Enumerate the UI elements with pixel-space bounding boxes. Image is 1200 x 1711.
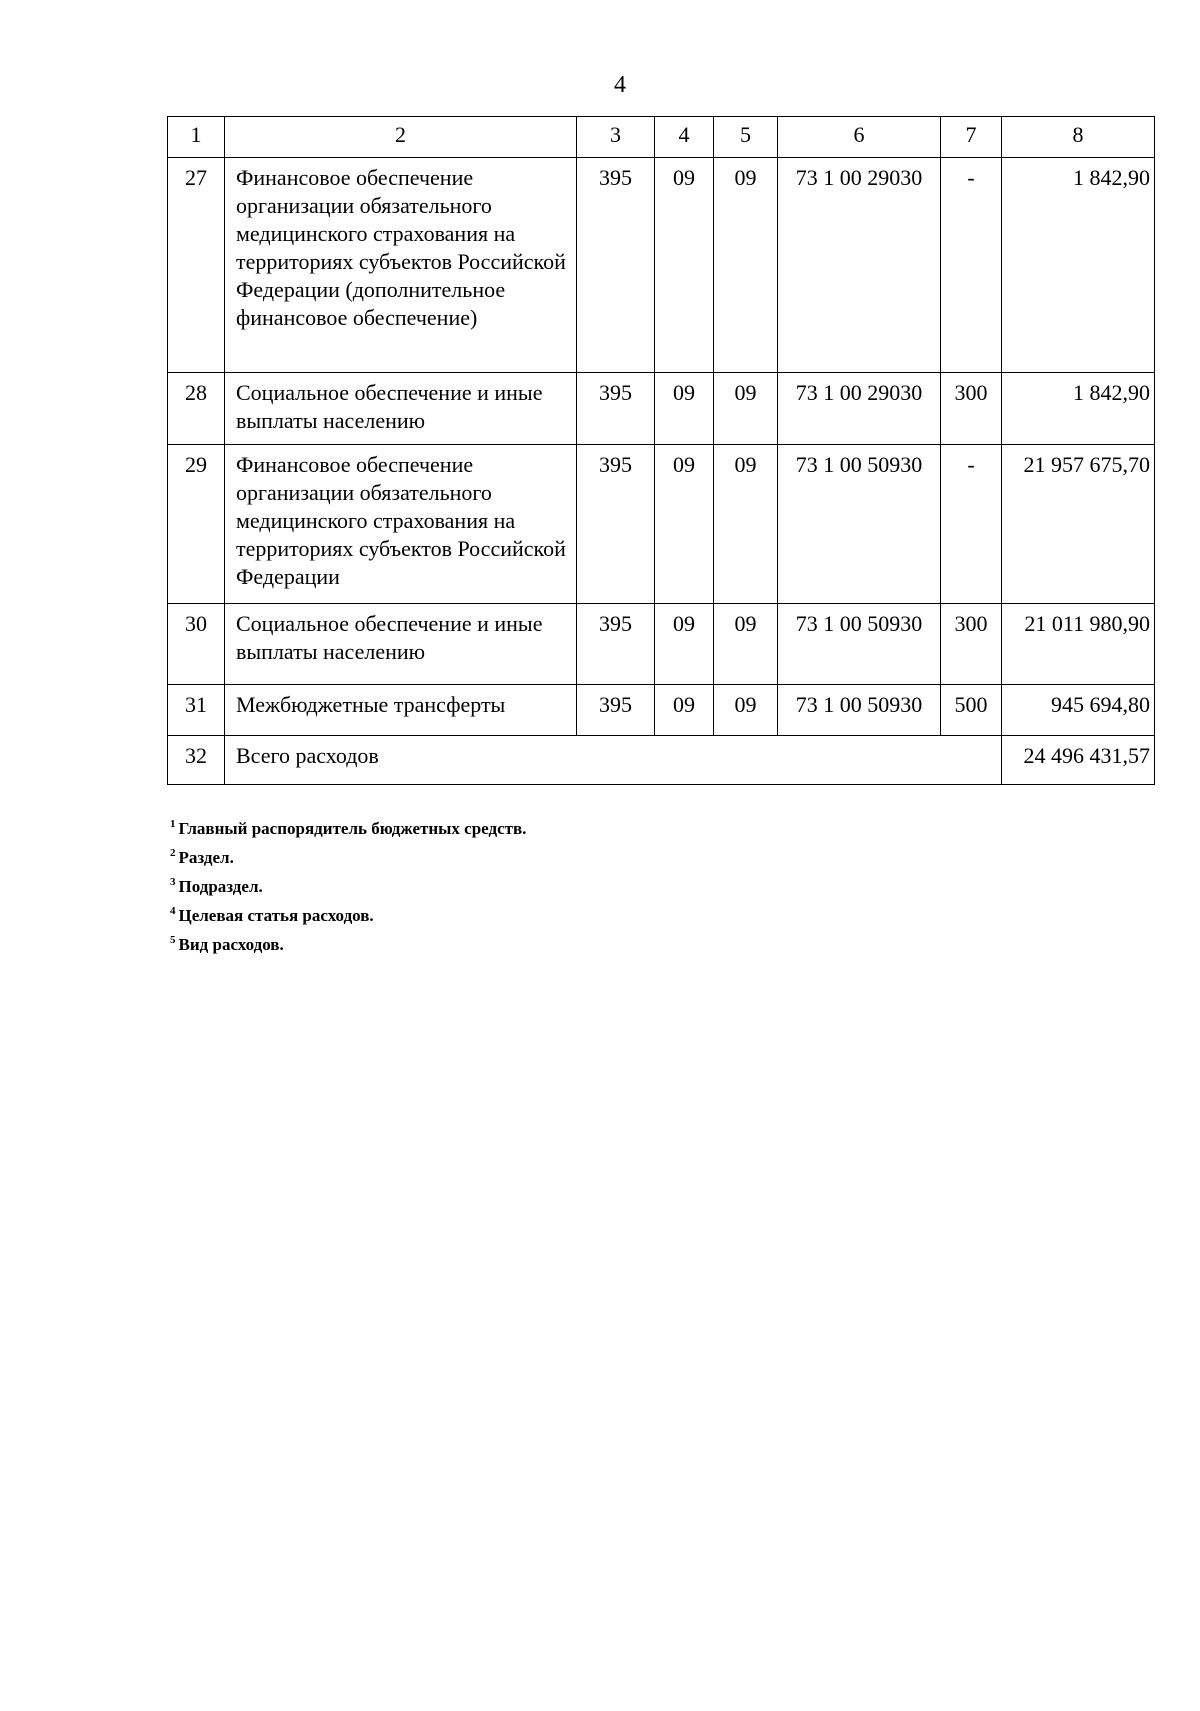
row-section: 09 <box>655 604 714 685</box>
row-target-article: 73 1 00 29030 <box>778 373 941 445</box>
col-header: 8 <box>1002 117 1155 158</box>
footnote-text: Целевая статья расходов. <box>178 906 374 925</box>
row-number: 28 <box>168 373 225 445</box>
row-sum: 21 957 675,70 <box>1002 445 1155 604</box>
row-expense-type: - <box>941 445 1002 604</box>
row-expense-type: 500 <box>941 685 1002 736</box>
row-grbs: 395 <box>577 604 655 685</box>
row-target-article: 73 1 00 50930 <box>778 604 941 685</box>
row-sum: 1 842,90 <box>1002 158 1155 373</box>
footnote-mark: 3 <box>170 876 176 888</box>
footnote-text: Раздел. <box>178 848 234 867</box>
footnote-mark: 1 <box>170 818 176 830</box>
row-grbs: 395 <box>577 445 655 604</box>
row-subsection: 09 <box>714 445 778 604</box>
footnotes <box>170 812 526 957</box>
footnote-mark: 2 <box>170 847 176 859</box>
row-number: 27 <box>168 158 225 373</box>
total-sum: 24 496 431,57 <box>1002 736 1155 785</box>
total-row <box>168 736 1155 785</box>
row-grbs: 395 <box>577 685 655 736</box>
table-row <box>168 604 1155 685</box>
row-number: 32 <box>168 736 225 785</box>
header-row <box>168 117 1155 158</box>
footnote <box>170 870 526 899</box>
row-subsection: 09 <box>714 685 778 736</box>
row-number: 29 <box>168 445 225 604</box>
row-subsection: 09 <box>714 158 778 373</box>
row-description: Социальное обеспечение и иные выплаты населению <box>225 604 577 685</box>
row-number: 31 <box>168 685 225 736</box>
table-row <box>168 158 1155 373</box>
row-grbs: 395 <box>577 373 655 445</box>
row-sum: 945 694,80 <box>1002 685 1155 736</box>
col-header: 7 <box>941 117 1002 158</box>
row-number: 30 <box>168 604 225 685</box>
row-section: 09 <box>655 445 714 604</box>
row-expense-type: - <box>941 158 1002 373</box>
row-section: 09 <box>655 373 714 445</box>
row-target-article: 73 1 00 50930 <box>778 445 941 604</box>
row-description: Финансовое обеспечение организации обязательного медицинского страхования на территориях субъектов Российской Федерации (дополнительное финансовое обеспечение) <box>225 158 577 373</box>
col-header: 3 <box>577 117 655 158</box>
footnote <box>170 899 526 928</box>
footnote-text: Подраздел. <box>178 877 263 896</box>
row-section: 09 <box>655 158 714 373</box>
footnote <box>170 928 526 957</box>
footnote <box>170 812 526 841</box>
total-label: Всего расходов <box>225 736 1002 785</box>
expenses-table <box>167 116 1155 785</box>
table-row <box>168 445 1155 604</box>
table-row <box>168 373 1155 445</box>
row-section: 09 <box>655 685 714 736</box>
page-number: 4 <box>614 72 626 98</box>
row-sum: 21 011 980,90 <box>1002 604 1155 685</box>
row-subsection: 09 <box>714 604 778 685</box>
col-header: 4 <box>655 117 714 158</box>
table-row <box>168 685 1155 736</box>
row-grbs: 395 <box>577 158 655 373</box>
row-sum: 1 842,90 <box>1002 373 1155 445</box>
footnote <box>170 841 526 870</box>
row-subsection: 09 <box>714 373 778 445</box>
row-expense-type: 300 <box>941 373 1002 445</box>
row-description: Межбюджетные трансферты <box>225 685 577 736</box>
footnote-text: Вид расходов. <box>178 935 284 954</box>
col-header: 2 <box>225 117 577 158</box>
col-header: 5 <box>714 117 778 158</box>
footnote-text: Главный распорядитель бюджетных средств. <box>178 819 527 838</box>
row-target-article: 73 1 00 50930 <box>778 685 941 736</box>
row-description: Финансовое обеспечение организации обязательного медицинского страхования на территориях субъектов Российской Федерации <box>225 445 577 604</box>
col-header: 6 <box>778 117 941 158</box>
row-description: Социальное обеспечение и иные выплаты населению <box>225 373 577 445</box>
footnote-mark: 5 <box>170 934 176 946</box>
col-header: 1 <box>168 117 225 158</box>
row-target-article: 73 1 00 29030 <box>778 158 941 373</box>
footnote-mark: 4 <box>170 905 176 917</box>
row-expense-type: 300 <box>941 604 1002 685</box>
